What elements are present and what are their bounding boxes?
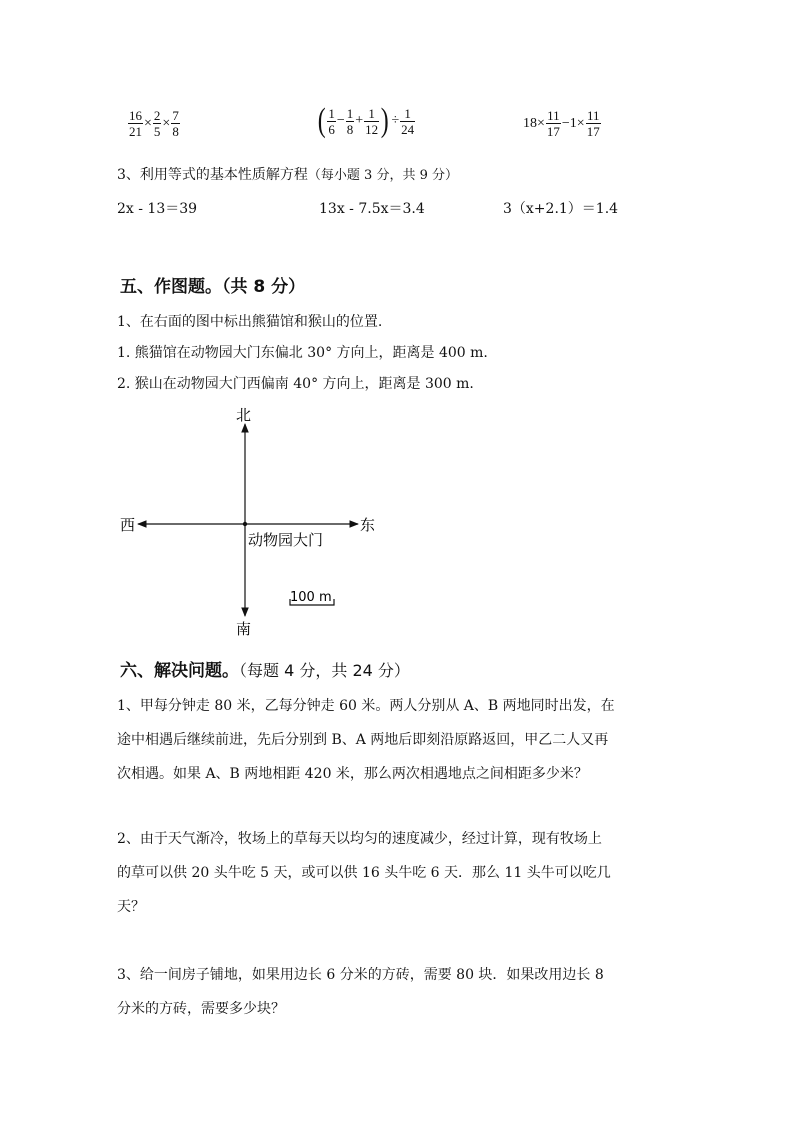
calc-expression-2: ( $\frac{1}{6}$ − $\frac{1}{8}$ + $\frac{1}{12}$ ) ÷ $\frac{1}{24}$: [317, 102, 415, 139]
calc-expression-3: 18× $\frac{11}{17}$ −1× $\frac{11}{17}$: [523, 108, 600, 139]
calc-expression-1: $\frac{16}{21}$ × $\frac{2}{5}$ × $\frac{7}{8}$: [129, 108, 179, 139]
section5-heading: 五、作图题。（共 8 分）: [120, 277, 306, 297]
fraction: $\frac{11}{17}$: [586, 108, 600, 139]
equation-3: 3（x+2.1）＝1.4: [503, 201, 619, 217]
problem-3: 3、给一间房子铺地，如果用边长 6 分米的方砖，需要 80 块．如果改用边长 8 分米的方砖，需要多少块？: [117, 967, 604, 1017]
section5-instruction: 1、在右面的图中标出熊猫馆和猴山的位置.: [117, 314, 383, 330]
equation-1: 2x - 13＝39: [117, 201, 198, 217]
zoo-gate-label: 动物园大门: [248, 531, 324, 549]
south-label: 南: [236, 620, 252, 638]
fraction: $\frac{1}{24}$: [401, 105, 415, 137]
problem-2: 2、由于天气渐冷，牧场上的草每天以均匀的速度减少，经过计算，现有牧场上 的草可以供 20 头牛吃 5 天，或可以供 16 头牛吃 6 天．那么 11 头牛可以吃几 天？: [117, 831, 611, 915]
problem-1: 1、甲每分钟走 80 米，乙每分钟走 60 米。两人分别从 A、B 两地同时出发，在 途中相遇后继续前进，先后分别到 B、A 两地后即刻沿原路返回，甲乙二人又再 次相遇。如果 A、B 两地相距 420 米，那么两次相遇地点之间相距多少米？: [117, 698, 615, 782]
fraction: $\frac{11}{17}$: [546, 108, 560, 139]
fraction: $\frac{16}{21}$: [129, 108, 142, 139]
q3-score-note: （每小题 3 分，共 9 分）: [307, 168, 458, 183]
fraction: $\frac{1}{8}$: [346, 105, 354, 137]
fraction: $\frac{7}{8}$: [172, 108, 179, 139]
equation-2: 13x - 7.5x＝3.4: [319, 201, 425, 217]
west-label: 西: [120, 516, 136, 534]
zoo-gate-point: [243, 522, 247, 526]
fraction: $\frac{1}{6}$: [328, 105, 335, 137]
compass-diagram: [110, 398, 400, 643]
north-label: 北: [236, 406, 252, 424]
section6-heading: 六、解决问题。（每题 4 分，共 24 分）: [120, 661, 410, 681]
east-label: 东: [360, 516, 376, 534]
section5-item-2: 2. 猴山在动物园大门西偏南 40° 方向上，距离是 300 m.: [117, 376, 474, 392]
q3-title: 3、利用等式的基本性质解方程（每小题 3 分，共 9 分）: [117, 167, 458, 183]
fraction: $\frac{2}{5}$: [153, 108, 161, 139]
scale-label: 100 m: [290, 590, 332, 605]
fraction: $\frac{1}{12}$: [365, 105, 379, 137]
section5-item-1: 1. 熊猫馆在动物园大门东偏北 30° 方向上，距离是 400 m.: [117, 345, 488, 361]
